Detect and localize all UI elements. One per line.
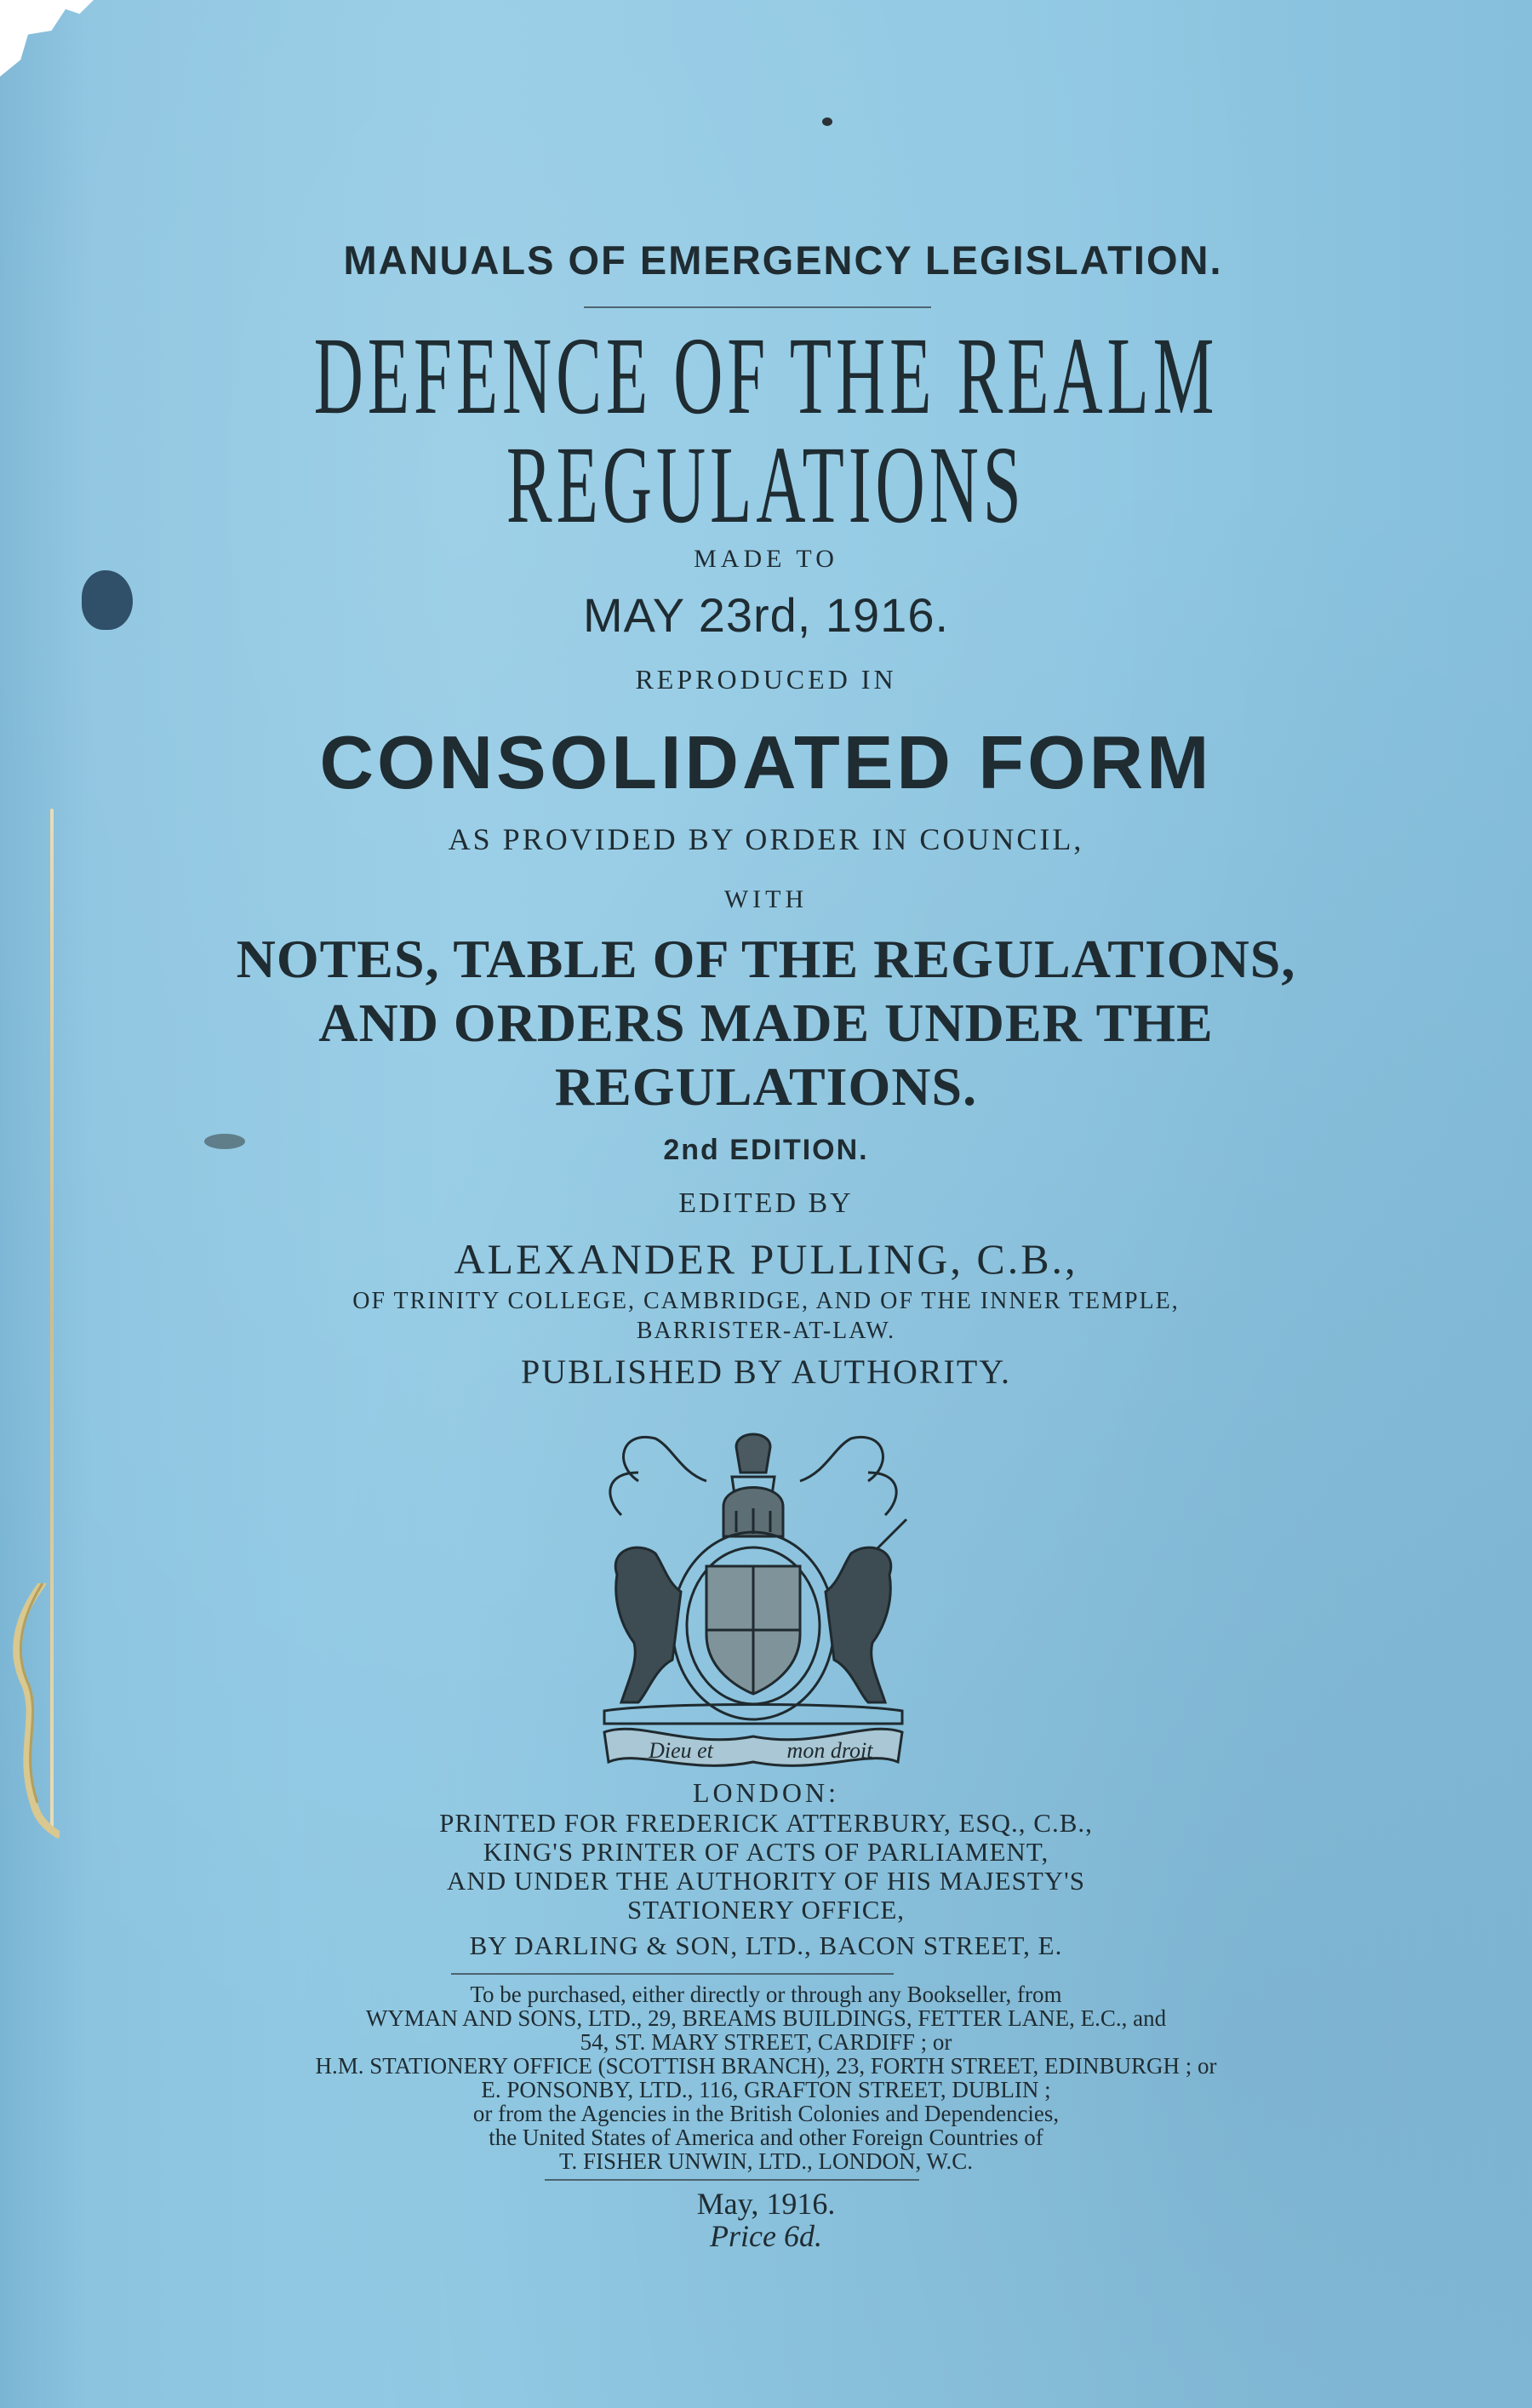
- motto-left: Dieu et: [649, 1738, 713, 1763]
- purchase-text-3: 54, ST. MARY STREET, CARDIFF ; or: [580, 2029, 952, 2055]
- imprint-rule: [451, 1973, 894, 1975]
- imprint-text-1: PRINTED FOR FREDERICK ATTERBURY, ESQ., C.B.,: [439, 1808, 1093, 1838]
- editor-affiliation-text-1: OF TRINITY COLLEGE, CAMBRIDGE, AND OF THE INNER TEMPLE,: [352, 1288, 1180, 1314]
- edited-by-text: EDITED BY: [678, 1187, 854, 1219]
- consolidated-form-text: CONSOLIDATED FORM: [319, 720, 1213, 804]
- made-to-text: MADE TO: [694, 545, 838, 573]
- purchase-line-5: [0, 2077, 1532, 2103]
- as-provided: [0, 821, 1532, 857]
- notes-text-3: REGULATIONS.: [554, 1056, 978, 1117]
- purchase-text-1: To be purchased, either directly or through any Bookseller, from: [470, 1982, 1062, 2007]
- purchase-line-3: [0, 2029, 1532, 2056]
- series-title-text: MANUALS OF EMERGENCY LEGISLATION.: [343, 237, 1223, 283]
- purchase-line-7: [0, 2125, 1532, 2151]
- main-title-text-1: DEFENCE OF THE REALM: [313, 315, 1219, 438]
- purchase-line-4: [0, 2053, 1532, 2079]
- consolidated-form: [0, 719, 1532, 806]
- price-text: Price 6d.: [710, 2219, 822, 2253]
- published-by-text: PUBLISHED BY AUTHORITY.: [520, 1353, 1012, 1391]
- purchase-line-8: [0, 2148, 1532, 2175]
- edited-by: [0, 1187, 1532, 1220]
- purchase-text-8: T. FISHER UNWIN, LTD., LONDON, W.C.: [559, 2148, 973, 2174]
- purchase-text-6: or from the Agencies in the British Colonies and Dependencies,: [472, 2101, 1060, 2126]
- footer-rule: [545, 2179, 919, 2181]
- main-title-line-1: [0, 317, 1532, 436]
- imprint-line-4: [0, 1895, 1532, 1925]
- main-title-line-2: [0, 426, 1532, 545]
- purchase-text-4: H.M. STATIONERY OFFICE (SCOTTISH BRANCH), 23, FORTH STREET, EDINBURGH ; or: [315, 2053, 1217, 2079]
- imprint-line-3: [0, 1866, 1532, 1896]
- purchase-line-6: [0, 2101, 1532, 2127]
- royal-coat-of-arms-icon: [587, 1413, 919, 1787]
- published-by-authority: [0, 1352, 1532, 1392]
- publication-date: [0, 2186, 1532, 2222]
- editor-name-text: ALEXANDER PULLING, C.B.,: [454, 1235, 1078, 1283]
- price: [0, 2218, 1532, 2254]
- purchase-text-5: E. PONSONBY, LTD., 116, GRAFTON STREET, DUBLIN ;: [481, 2077, 1051, 2102]
- main-title-text-2: REGULATIONS: [506, 424, 1026, 546]
- edition: [0, 1134, 1532, 1167]
- with-text: WITH: [723, 885, 809, 913]
- notes-line-2: [0, 992, 1532, 1055]
- with-label: [0, 885, 1532, 914]
- made-date: [0, 587, 1532, 643]
- imprint-text-3: AND UNDER THE AUTHORITY OF HIS MAJESTY'S: [446, 1866, 1085, 1896]
- imprint-city-text: LONDON:: [693, 1777, 839, 1808]
- edition-text: 2nd EDITION.: [663, 1134, 869, 1166]
- made-to: [0, 545, 1532, 574]
- notes-text-1: NOTES, TABLE OF THE REGULATIONS,: [236, 929, 1296, 989]
- imprint-line-1: [0, 1808, 1532, 1839]
- as-provided-text: AS PROVIDED BY ORDER IN COUNCIL,: [448, 822, 1084, 856]
- motto-right: mon droit: [786, 1738, 873, 1763]
- editor-affiliation-2: [0, 1318, 1532, 1345]
- purchase-line-2: [0, 2005, 1532, 2032]
- purchase-text-7: the United States of America and other Foreign Countries of: [489, 2125, 1043, 2150]
- purchase-line-1: [0, 1982, 1532, 2008]
- imprint-line-2: [0, 1837, 1532, 1867]
- publication-date-text: May, 1916.: [696, 2187, 836, 2221]
- editor-affiliation-1: [0, 1288, 1532, 1315]
- notes-line-3: [0, 1055, 1532, 1118]
- purchase-text-2: WYMAN AND SONS, LTD., 29, BREAMS BUILDINGS, FETTER LANE, E.C., and: [365, 2005, 1167, 2031]
- reproduced-in: [0, 664, 1532, 695]
- series-title: [0, 237, 1532, 283]
- printer-line: [0, 1930, 1532, 1961]
- editor-name: [0, 1234, 1532, 1284]
- torn-corner: [0, 0, 94, 77]
- made-date-text: MAY 23rd, 1916.: [582, 588, 950, 642]
- imprint-text-4: STATIONERY OFFICE,: [626, 1895, 906, 1925]
- reproduced-in-text: REPRODUCED IN: [635, 664, 897, 695]
- notes-text-2: AND ORDERS MADE UNDER THE: [318, 992, 1214, 1053]
- notes-line-1: [0, 928, 1532, 991]
- printer-text: BY DARLING & SON, LTD., BACON STREET, E.: [469, 1930, 1063, 1960]
- printer-dot: [822, 117, 832, 126]
- editor-affiliation-text-2: BARRISTER-AT-LAW.: [636, 1318, 896, 1344]
- title-rule: [584, 306, 931, 308]
- imprint-city: [0, 1777, 1532, 1809]
- imprint-text-2: KING'S PRINTER OF ACTS OF PARLIAMENT,: [483, 1837, 1049, 1867]
